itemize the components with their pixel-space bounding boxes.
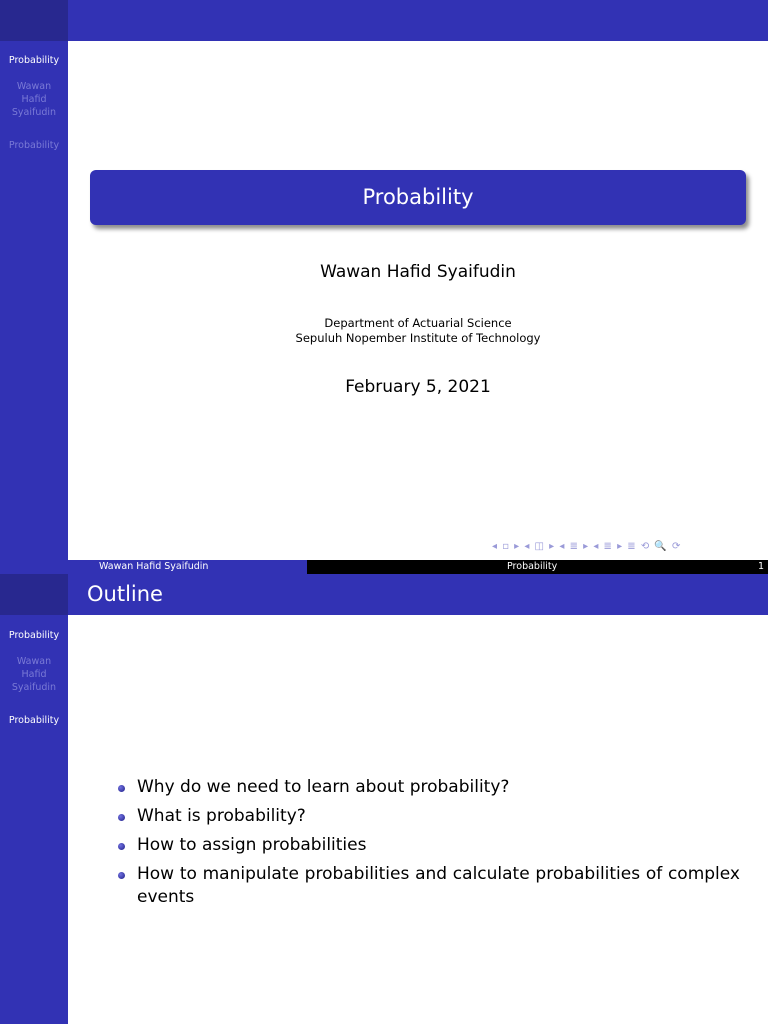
list-item [114,776,740,799]
list-item-text: What is probability? [137,806,306,826]
sidebar-item-title[interactable]: Probability [8,630,60,641]
institute-department: Department of Actuarial Science [324,316,512,330]
outline-list [114,776,740,915]
bullet-icon [118,785,125,792]
author-name: Wawan Hafid Syaifudin [320,262,516,282]
frame-title: Outline [87,582,163,606]
sidebar-header [0,0,68,41]
footline-right [307,560,768,574]
header-bar [68,574,768,615]
sidebar-header [0,574,68,615]
footer-author: Wawan Hafid Syaifudin [99,561,209,572]
list-item-text: Why do we need to learn about probability? [137,777,510,797]
footer-title: Probability [507,561,558,572]
bullet-icon [118,814,125,821]
header-bar [68,0,768,41]
bullet-icon [118,872,125,879]
footline-left [68,560,307,574]
sidebar-item-author-line[interactable]: Wawan [16,81,52,92]
list-item [114,863,740,909]
list-item-text: How to assign probabilities [137,835,367,855]
sidebar-item-section[interactable]: Probability [8,715,60,726]
sidebar-item-author-line[interactable]: Hafid [21,94,47,105]
sidebar-item-section[interactable]: Probability [8,140,60,151]
list-item [114,834,740,857]
list-item-text: How to manipulate probabilities and calculate probabilities of complex events [137,864,740,907]
footer-page-number: 1 [757,561,764,572]
sidebar-item-author-line[interactable]: Hafid [21,669,47,680]
beamer-navigation-icons[interactable]: ◂ ▫ ▸ ◂ ◫ ▸ ◂ ≣ ▸ ◂ ≣ ▸ ≣ ⟲ 🔍 ⟳ [492,541,682,552]
sidebar-item-author-line[interactable]: Wawan [16,656,52,667]
list-item [114,805,740,828]
sidebar-item-title[interactable]: Probability [8,55,60,66]
presentation-date: February 5, 2021 [345,377,491,397]
presentation-title: Probability [90,170,746,225]
sidebar-item-author-line[interactable]: Syaifudin [11,682,57,693]
sidebar [0,574,68,1024]
outline-slide [0,574,768,1024]
sidebar-item-author-line[interactable]: Syaifudin [11,107,57,118]
footline [68,560,768,574]
sidebar [0,0,68,574]
institute-name: Sepuluh Nopember Institute of Technology [295,331,541,345]
bullet-icon [118,843,125,850]
